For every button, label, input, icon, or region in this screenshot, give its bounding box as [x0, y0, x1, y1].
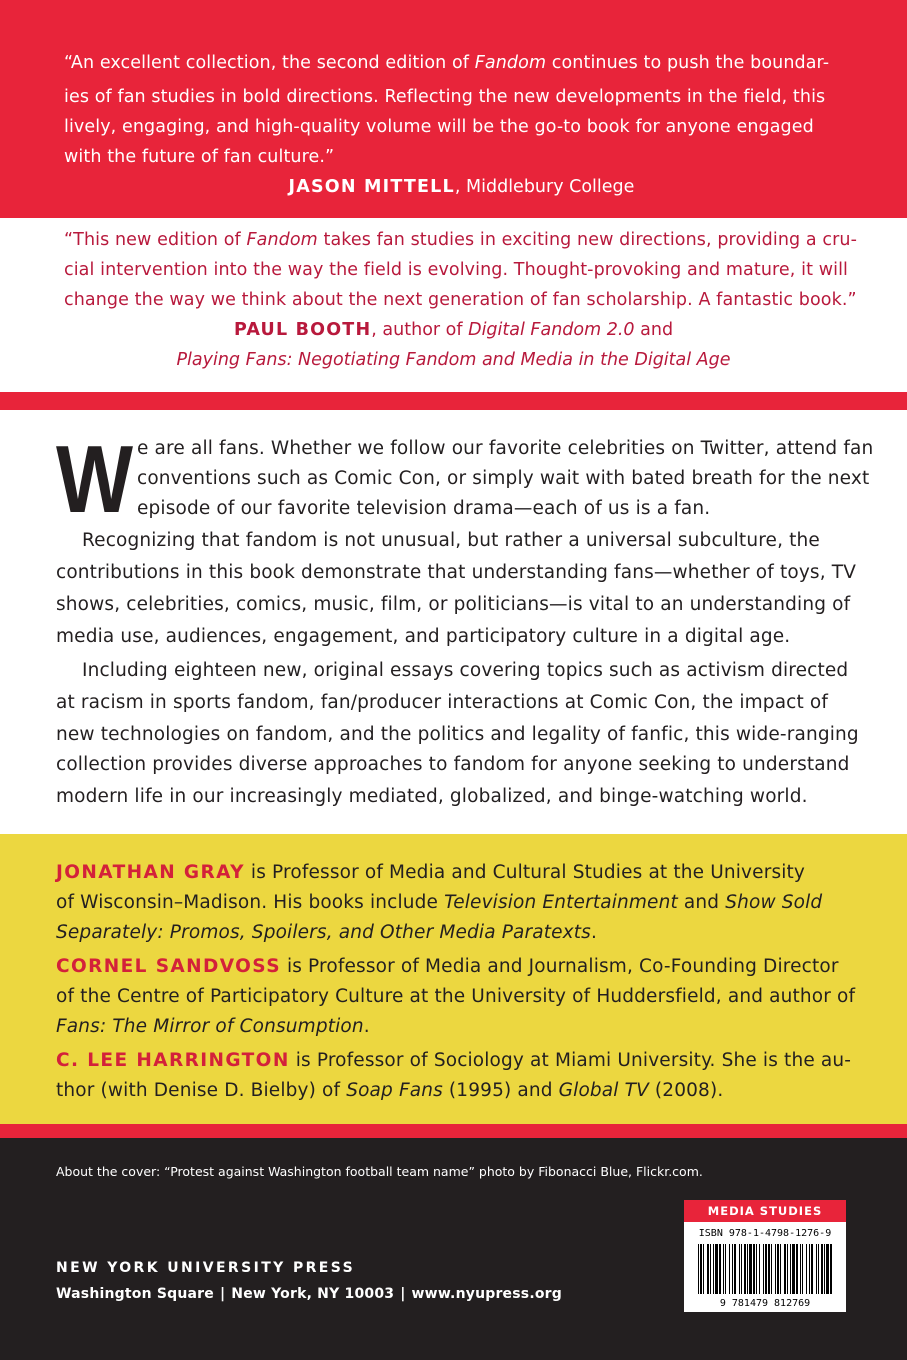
bio-harrington-line-1: C. LEE HARRINGTON is Professor of Sociology at Miami University. She is the au- [56, 1050, 852, 1071]
desc-line: media use, audiences, engagement, and participatory culture in a digital age. [56, 626, 791, 647]
barcode-bar [784, 1244, 786, 1294]
barcode-bar [780, 1244, 781, 1294]
desc-line: collection provides diverse approaches to fandom for anyone seeking to understand [56, 754, 850, 775]
barcode-bar [707, 1244, 709, 1294]
barcode-bar [826, 1244, 829, 1294]
subject-label: MEDIA STUDIES [684, 1200, 846, 1222]
quote-2-panel [0, 218, 907, 392]
barcode-bar [725, 1244, 726, 1294]
barcode-bar [741, 1244, 742, 1294]
barcode-bar [715, 1244, 718, 1294]
barcode-bar [777, 1244, 779, 1294]
quote-1-line-4: with the future of fan culture.” [64, 147, 335, 167]
barcode-bar [830, 1244, 832, 1294]
barcode-bar [806, 1244, 807, 1294]
barcode-bar [771, 1244, 772, 1294]
barcode-bar [744, 1244, 746, 1294]
barcode-bar [713, 1244, 714, 1294]
desc-line: Including eighteen new, original essays covering topics such as activism directed [82, 660, 849, 681]
quote-2-book-title: Playing Fans: Negotiating Fandom and Media in the Digital Age [176, 350, 731, 370]
isbn-number: ISBN 978-1-4798-1276-9 [698, 1228, 832, 1239]
desc-line: Recognizing that fandom is not unusual, but rather a universal subculture, the [82, 530, 820, 551]
barcode-bar [747, 1244, 748, 1294]
bio-sandvoss-line-1: CORNEL SANDVOSS is Professor of Media and Journalism, Co-Founding Director [56, 956, 839, 977]
quote-1-line-1: “An excellent collection, the second edition of Fandom continues to push the boundar- [64, 53, 830, 73]
barcode-bar [763, 1244, 764, 1294]
barcode [694, 1244, 836, 1308]
desc-line: at racism in sports fandom, fan/producer interactions at Comic Con, the impact of [56, 692, 829, 713]
isbn-barcode-box [684, 1200, 846, 1312]
quote-1-attribution: JASON MITTELL, Middlebury College [288, 177, 635, 197]
publisher-name: NEW YORK UNIVERSITY PRESS [56, 1260, 356, 1276]
barcode-bar [723, 1244, 724, 1294]
barcode-bar [756, 1244, 757, 1294]
barcode-bar [734, 1244, 736, 1294]
bio-gray-line-1: JONATHAN GRAY is Professor of Media and Cultural Studies at the University [56, 862, 806, 883]
bio-sandvoss-line-2: of the Centre of Participatory Culture at the University of Huddersfield, and author of [56, 986, 856, 1007]
barcode-bar [818, 1244, 819, 1294]
bio-gray-line-2: of Wisconsin–Madison. His books include Television Entertainment and Show Sold [56, 892, 823, 913]
desc-line: modern life in our increasingly mediated, globalized, and binge-watching world. [56, 786, 808, 807]
barcode-bar [824, 1244, 825, 1294]
quote-1-line-3: lively, engaging, and high-quality volume will be the go-to book for anyone engaged [64, 117, 814, 137]
desc-line: e are all fans. Whether we follow our favorite celebrities on Twitter, attend fan [137, 438, 874, 459]
barcode-bar [821, 1244, 823, 1294]
quote-1-panel [0, 0, 907, 218]
barcode-bar [800, 1244, 801, 1294]
desc-line: new technologies on fandom, and the politics and legality of fanfic, this wide-ranging [56, 724, 859, 745]
barcode-bar [700, 1244, 702, 1294]
quote-2-attribution: PAUL BOOTH, author of Digital Fandom 2.0 and [233, 320, 674, 340]
quote-2-line-1: “This new edition of Fandom takes fan studies in exciting new directions, providing a cru- [64, 230, 858, 250]
barcode-bar [765, 1244, 767, 1294]
barcode-bar [787, 1244, 788, 1294]
barcode-bar [759, 1244, 760, 1294]
barcode-bar [792, 1244, 795, 1294]
barcode-digits: 9 781479 812769 [719, 1298, 811, 1308]
divider-stripe [0, 1124, 907, 1138]
desc-line: conventions such as Comic Con, or simply wait with bated breath for the next [137, 468, 870, 489]
barcode-bar [809, 1244, 810, 1294]
desc-line: contributions in this book demonstrate that understanding fans—whether of toys, TV [56, 562, 857, 583]
barcode-bar [703, 1244, 704, 1294]
publisher-address: Washington Square | New York, NY 10003 | www.nyupress.org [56, 1286, 562, 1302]
quote-2-line-3: change the way we think about the next generation of fan scholarship. A fantastic book.” [64, 290, 857, 310]
author-bios [0, 834, 907, 1124]
quote-1-line-2: ies of fan studies in bold directions. Reflecting the new developments in the field, this [64, 87, 826, 107]
barcode-bar [729, 1244, 730, 1294]
barcode-bar [790, 1244, 791, 1294]
barcode-bar [775, 1244, 776, 1294]
bio-harrington-line-2: thor (with Denise D. Bielby) of Soap Fans (1995) and Global TV (2008). [56, 1080, 724, 1101]
bio-sandvoss-line-3: Fans: The Mirror of Consumption. [56, 1016, 370, 1037]
drop-cap: W [56, 426, 134, 533]
desc-line: episode of our favorite television drama—each of us is a fan. [137, 498, 711, 519]
barcode-bar [811, 1244, 813, 1294]
barcode-bar [749, 1244, 752, 1294]
bio-gray-line-3: Separately: Promos, Spoilers, and Other Media Paratexts. [56, 922, 598, 943]
book-description [0, 410, 907, 834]
cover-credit: About the cover: “Protest against Washington football team name” photo by Fibonacci Blue, Flickr.com. [56, 1164, 703, 1179]
barcode-bar [753, 1244, 755, 1294]
footer-panel [0, 1138, 907, 1360]
barcode-bar [768, 1244, 770, 1294]
barcode-bar [796, 1244, 798, 1294]
publisher-website: www.nyupress.org [411, 1286, 562, 1302]
barcode-bar [732, 1244, 733, 1294]
barcode-bar [710, 1244, 711, 1294]
barcode-bar [719, 1244, 721, 1294]
barcode-bar [816, 1244, 817, 1294]
barcode-bar [802, 1244, 803, 1294]
barcode-bar [698, 1244, 699, 1294]
desc-line: shows, celebrities, comics, music, film, or politicians—is vital to an understanding of [56, 594, 851, 615]
barcode-bar [739, 1244, 740, 1294]
quote-2-line-2: cial intervention into the way the field is evolving. Thought-provoking and mature, it will [64, 260, 849, 280]
divider-stripe [0, 392, 907, 410]
